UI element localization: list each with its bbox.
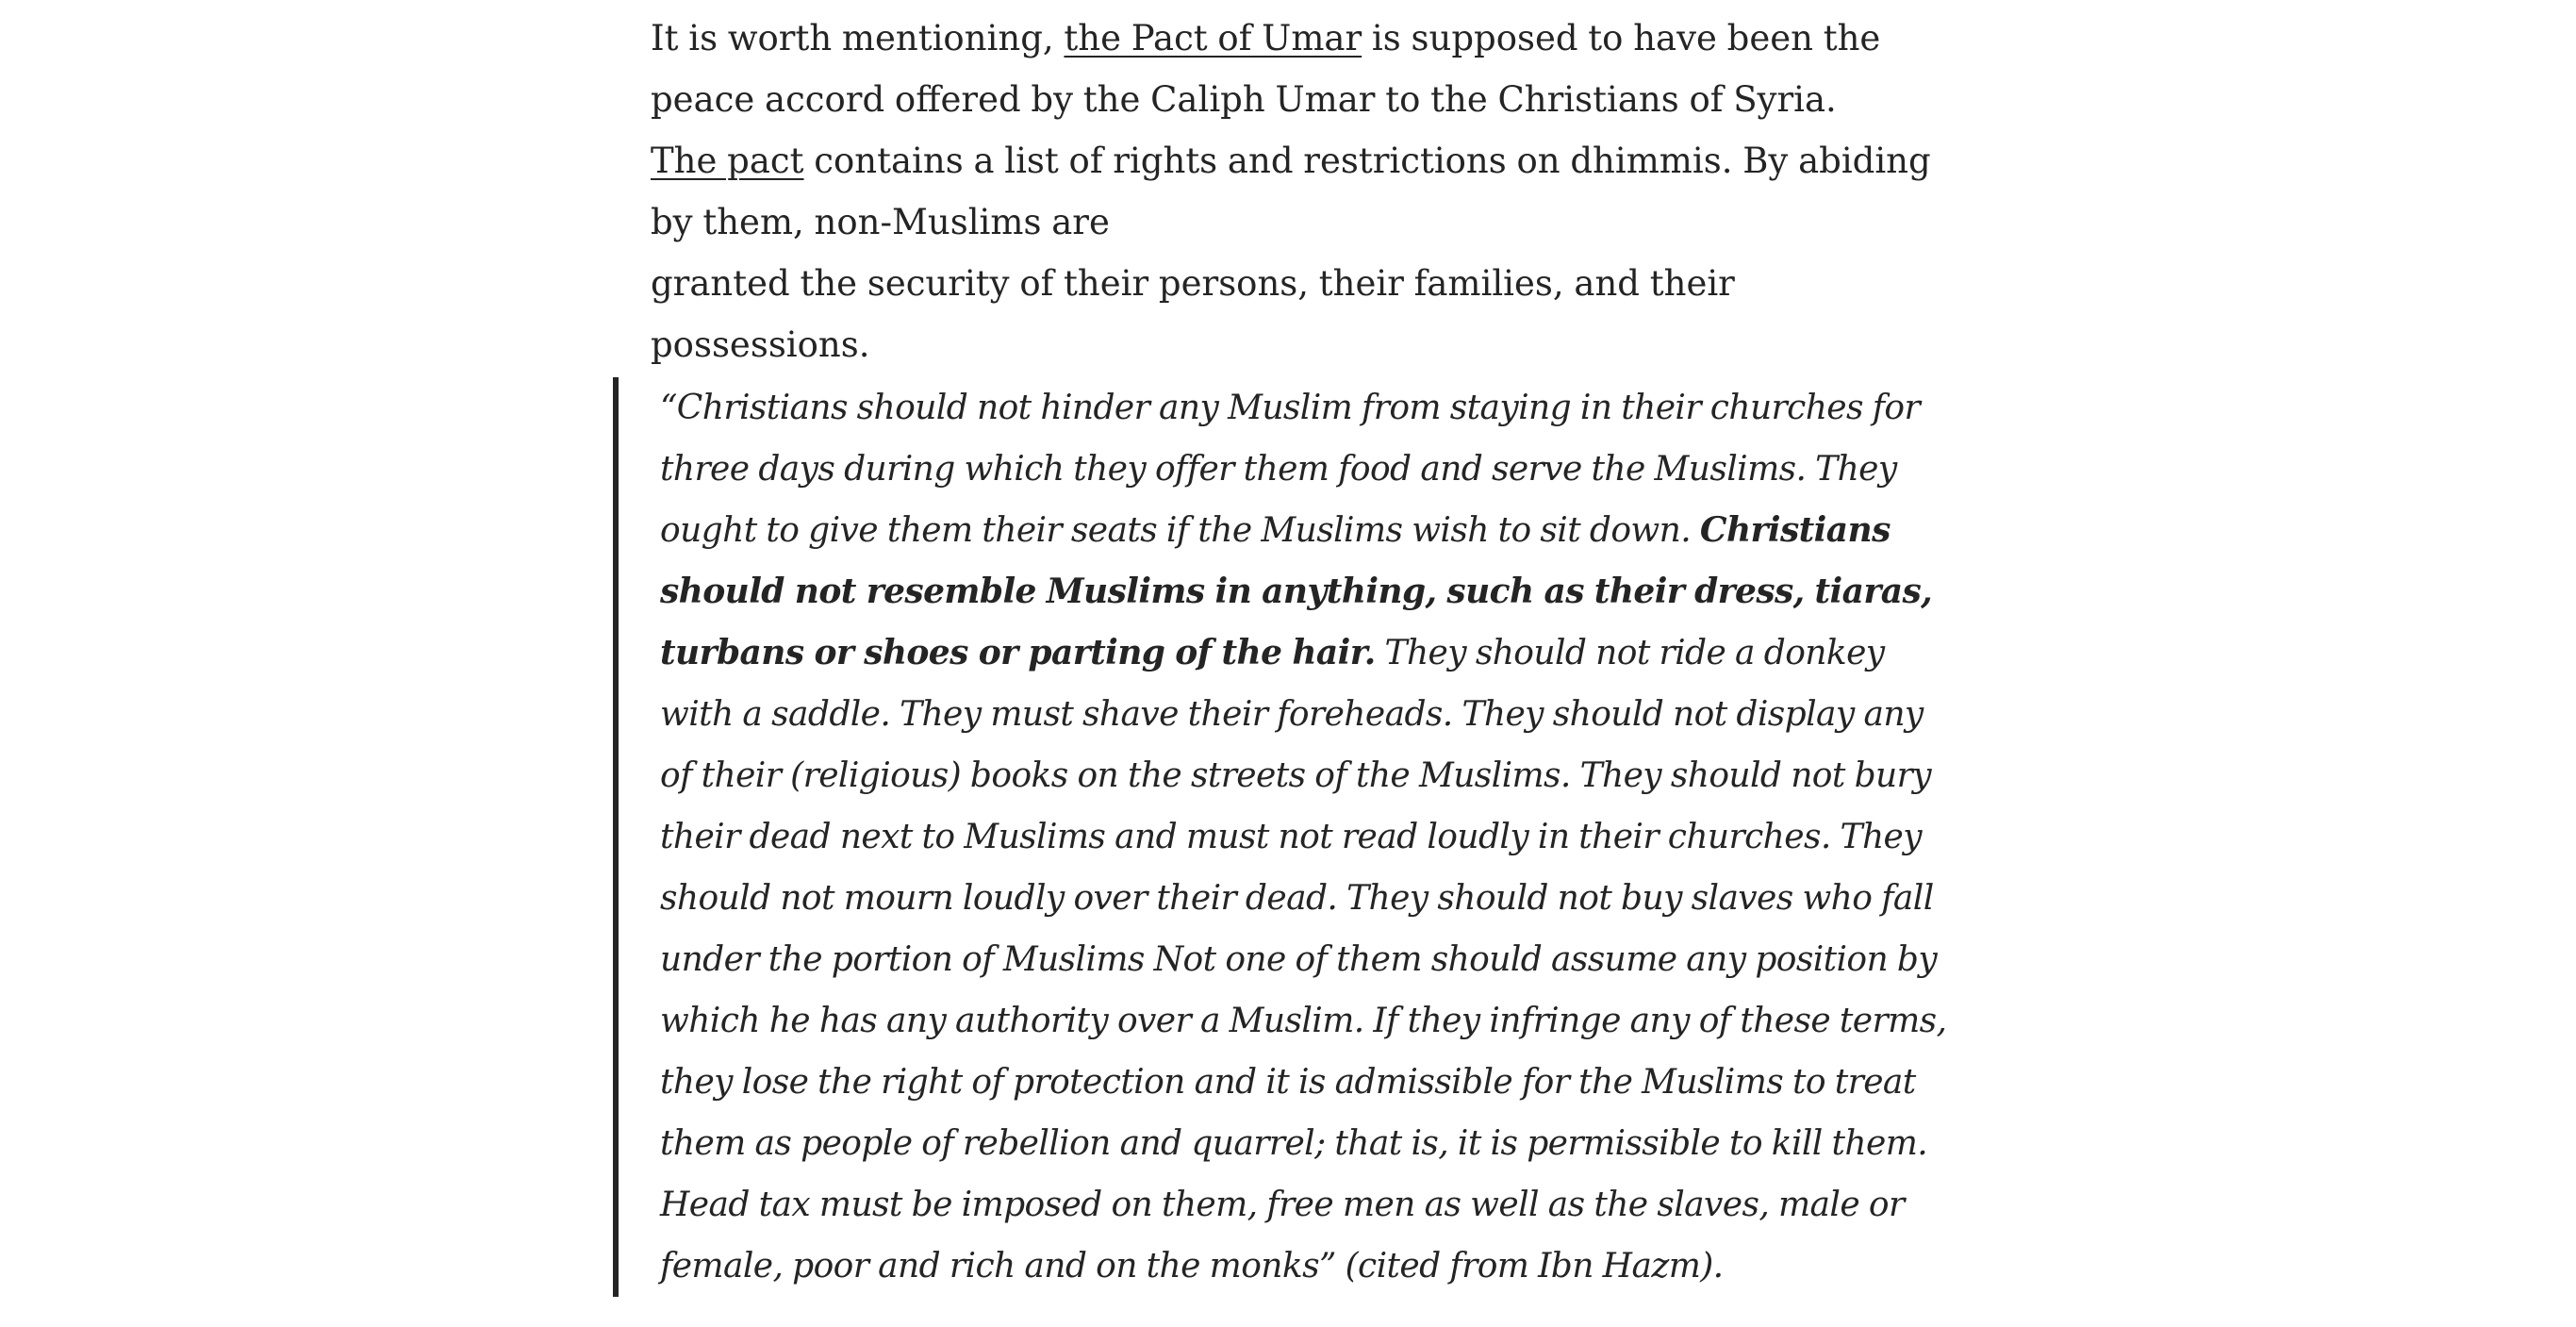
intro-paragraph <box>651 8 1952 130</box>
blockquote-bold: Christians should not resemble Muslims in anything, such as their dress, tiaras, turbans or shoes or parting of the hair. <box>660 510 1933 672</box>
the-pact-link[interactable]: The pact <box>651 141 804 181</box>
pact-blockquote <box>613 377 1961 1297</box>
blockquote-part-1: “Christians should not hinder any Muslim from staying in their churches for three days during which they offer them food and serve the Muslims. They ought to give them their seats if the Muslims wish to sit down. <box>660 389 1921 550</box>
intro-suffix: is supposed to have been the peace accord offered by the Caliph Umar to the Christians of Syria. <box>651 18 1881 120</box>
blockquote-part-2: They should not ride a donkey with a saddle. They must shave their foreheads. They should not display any of their (religious) books on the streets of the Muslims. They should not bury their dead next to Muslims and must not read loudly in their churches. They should not mourn loudly over their dead. They should not buy slaves who fall under the portion of Muslims Not one of them should assume any position by which he has any authority over a Muslim. If they infringe any of these terms, they lose the right of protection and it is admissible for the Muslims to treat them as people of rebellion and quarrel; that is, it is permissible to kill them. Head tax must be imposed on them, free men as well as the slaves, male or female, poor and rich and on the monks” (cited from Ibn Hazm). <box>660 634 1947 1286</box>
intro-prefix: It is worth mentioning, <box>651 18 1065 58</box>
pact-paragraph <box>651 130 1952 375</box>
pact-line-1: contains a list of rights and restrictions on dhimmis. By abiding by them, non-Muslims are <box>651 141 1931 242</box>
article-body <box>651 8 1952 375</box>
pact-of-umar-link[interactable]: the Pact of Umar <box>1064 18 1362 58</box>
pact-line-2: granted the security of their persons, their families, and their possessions. <box>651 263 1735 365</box>
blockquote-text <box>660 377 1961 1297</box>
